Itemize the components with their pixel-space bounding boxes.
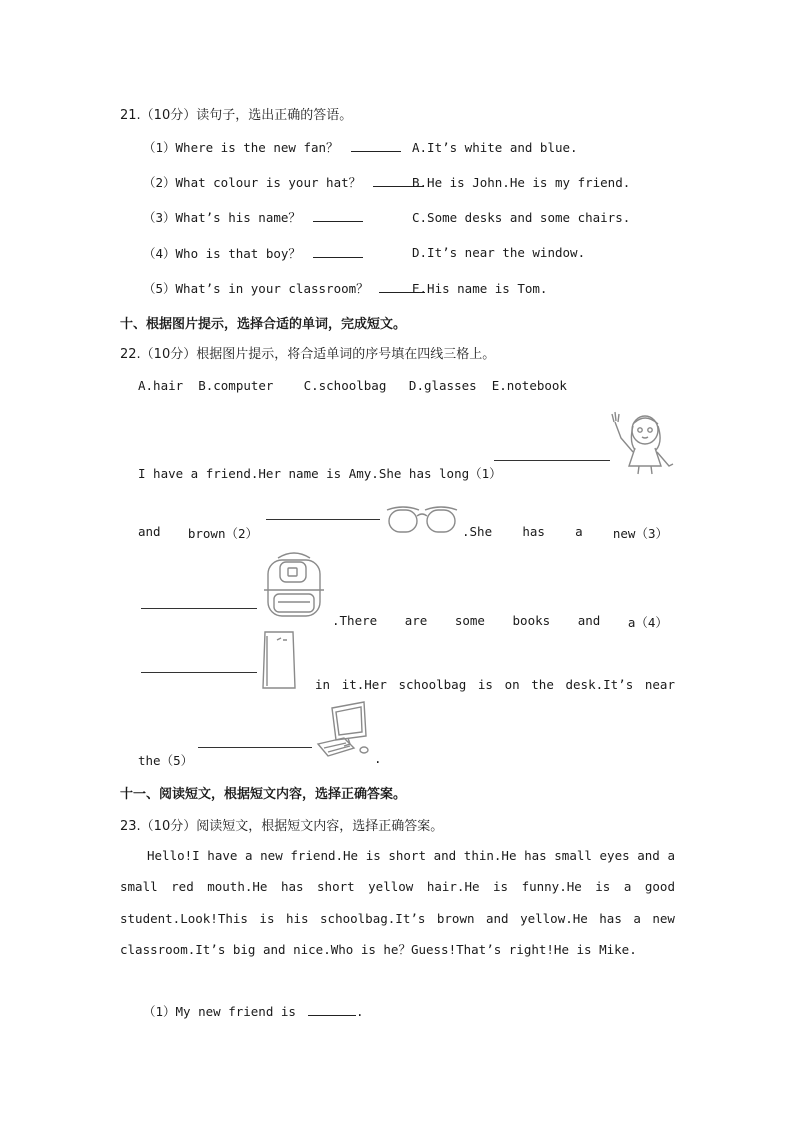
- q21-answer-e: E.His name is Tom.: [412, 281, 548, 296]
- computer-icon: [314, 700, 376, 758]
- section-10-heading: 十、根据图片提示，选择合适的单词，完成短文。: [120, 317, 407, 332]
- q23-para-line-3: student.Look!This is his schoolbag.It’s brown and yellow.He has a new: [120, 911, 675, 926]
- q21-question-2: （2）What colour is your hat？: [143, 173, 423, 191]
- q21-header: 21.（10分）读句子，选出正确的答语。: [120, 108, 353, 123]
- writing-line-5[interactable]: [198, 747, 312, 748]
- answer-blank-3[interactable]: [313, 209, 363, 222]
- q21-question-1: （1）Where is the new fan？: [143, 138, 401, 156]
- answer-blank-1[interactable]: [351, 139, 401, 152]
- q22-line-5b: .: [374, 751, 382, 766]
- writing-line-1[interactable]: [494, 460, 610, 461]
- section-11-heading: 十一、阅读短文，根据短文内容，选择正确答案。: [120, 787, 407, 802]
- q22-line-4: in it.Her schoolbag is on the desk.It’s near: [315, 677, 675, 692]
- q22-word-options: A.hair B.computer C.schoolbag D.glasses E.notebook: [138, 378, 567, 393]
- q23-para-line-1: Hello!I have a new friend.He is short and thin.He has small eyes and a: [147, 848, 675, 863]
- q21-answer-c: C.Some desks and some chairs.: [412, 210, 631, 225]
- schoolbag-icon: [258, 550, 330, 622]
- q22-line-1: I have a friend.Her name is Amy.She has long（1）: [138, 466, 502, 481]
- answer-blank-q23-1[interactable]: [308, 1003, 356, 1016]
- q22-header: 22.（10分）根据图片提示，将合适单词的序号填在四线三格上。: [120, 347, 496, 362]
- girl-waving-icon: [611, 408, 675, 474]
- q21-question-4: （4）Who is that boy？: [143, 244, 363, 262]
- q21-answer-b: B.He is John.He is my friend.: [412, 175, 631, 190]
- q23-sub-question-1: （1）My new friend is .: [143, 1004, 364, 1019]
- q23-para-line-2: small red mouth.He has short yellow hair.He is funny.He is a good: [120, 879, 675, 894]
- writing-line-3[interactable]: [141, 608, 257, 609]
- q22-line-5a: the（5）: [138, 753, 194, 768]
- q22-line-2a: and brown（2）: [138, 524, 258, 541]
- q23-header: 23.（10分）阅读短文，根据短文内容，选择正确答案。: [120, 819, 444, 834]
- q21-answer-a: A.It’s white and blue.: [412, 140, 578, 155]
- q22-line-2b: .She has a new（3）: [462, 524, 668, 541]
- answer-blank-4[interactable]: [313, 245, 363, 258]
- q21-question-3: （3）What’s his name？: [143, 208, 363, 226]
- q23-para-line-4: classroom.It’s big and nice.Who is he？Guess!That’s right!He is Mike.: [120, 942, 637, 957]
- writing-line-2[interactable]: [266, 519, 380, 520]
- q22-line-3: .There are some books and a（4）: [332, 613, 668, 630]
- q21-answer-d: D.It’s near the window.: [412, 245, 586, 260]
- q21-question-5: （5）What’s in your classroom？: [143, 279, 425, 297]
- glasses-icon: [385, 502, 459, 536]
- writing-line-4[interactable]: [141, 672, 257, 673]
- notebook-icon: [259, 630, 299, 690]
